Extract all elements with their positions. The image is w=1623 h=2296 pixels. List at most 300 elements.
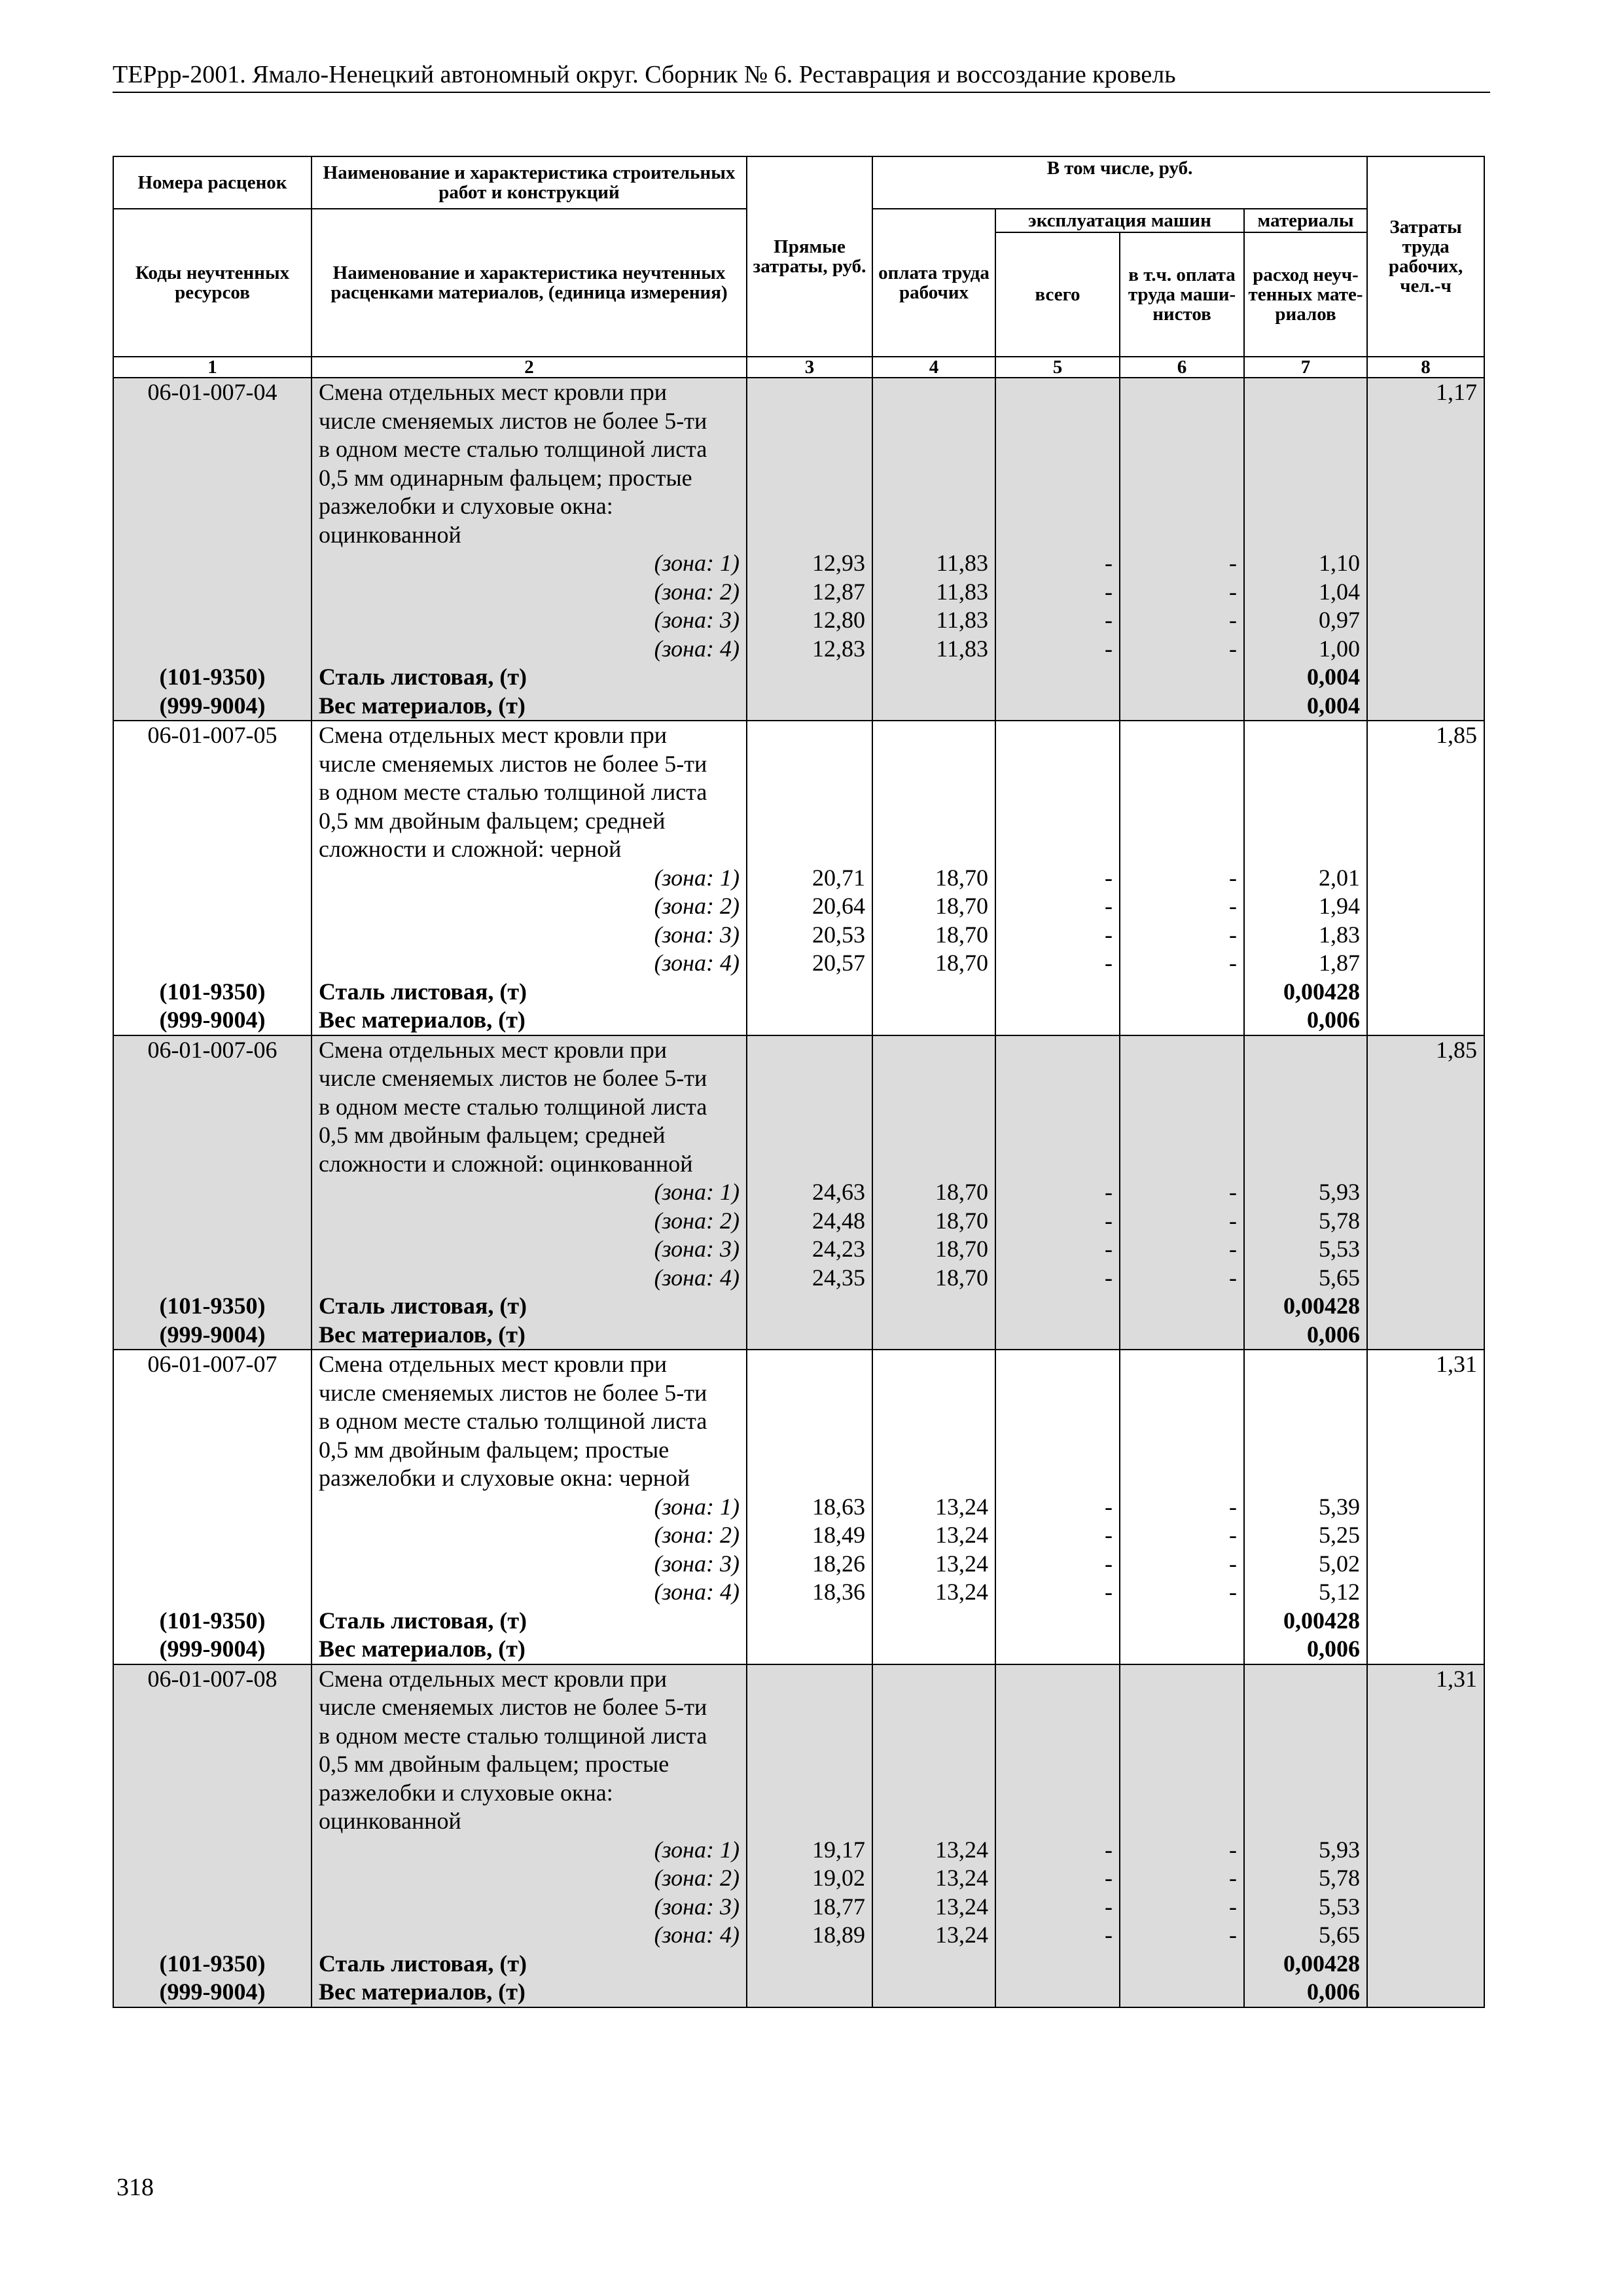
table-cell [747, 1150, 872, 1179]
table-cell [1120, 1407, 1244, 1436]
rate-description-row [113, 378, 1484, 407]
table-cell [1120, 1121, 1244, 1150]
column-number: 2 [312, 357, 747, 378]
zone-row [113, 606, 1484, 635]
table-cell [747, 1978, 872, 2007]
table-cell [995, 1292, 1120, 1321]
resource-code: (101-9350) [113, 978, 312, 1007]
resource-row [113, 1950, 1484, 1979]
machine-wages-value: - [1120, 1493, 1244, 1522]
table-cell [1367, 1006, 1484, 1035]
zone-label: (зона: 3) [312, 1550, 747, 1579]
column-number: 7 [1244, 357, 1367, 378]
machines-value: - [995, 1578, 1120, 1607]
table-cell [113, 492, 312, 521]
table-cell [1244, 1436, 1367, 1465]
rate-description-line: разжелобки и слуховые окна: [312, 492, 747, 521]
resource-row [113, 1635, 1484, 1664]
resource-code: (999-9004) [113, 1635, 312, 1664]
wages-value: 18,70 [872, 864, 995, 893]
table-cell [872, 663, 995, 692]
table-cell [1120, 1292, 1244, 1321]
table-cell [113, 778, 312, 807]
rate-description-line: числе сменяемых листов не более 5-ти [312, 1693, 747, 1722]
rate-description-line: числе сменяемых листов не более 5-ти [312, 1064, 747, 1093]
rate-code: 06-01-007-04 [113, 378, 312, 407]
table-cell [1367, 635, 1484, 664]
table-cell [747, 1093, 872, 1122]
table-cell [995, 1807, 1120, 1836]
table-cell [1367, 1722, 1484, 1751]
table-cell [747, 1722, 872, 1751]
resource-name: Вес материалов, (т) [312, 1978, 747, 2007]
table-cell [1120, 1321, 1244, 1350]
table-cell [1120, 835, 1244, 864]
direct-cost: 24,23 [747, 1235, 872, 1264]
machine-ops-header: эксплуатация машин [995, 209, 1244, 232]
table-cell [1367, 1807, 1484, 1836]
table-cell [747, 692, 872, 721]
rate-description-row [113, 1121, 1484, 1150]
rate-description-row [113, 1035, 1484, 1065]
zone-row [113, 1178, 1484, 1207]
table-cell [113, 1722, 312, 1751]
page-number: 318 [116, 2174, 154, 2201]
table-cell [872, 1379, 995, 1408]
table-cell [1244, 1064, 1367, 1093]
table-cell [872, 1607, 995, 1636]
rate-description-row [113, 1664, 1484, 1694]
resource-row [113, 1607, 1484, 1636]
table-cell [872, 1807, 995, 1836]
machine-wages-value: - [1120, 1864, 1244, 1893]
table-cell [1244, 750, 1367, 779]
table-cell [1244, 1121, 1367, 1150]
table-cell [872, 1664, 995, 1694]
table-cell [995, 1779, 1120, 1808]
table-cell [872, 1635, 995, 1664]
table-cell [995, 778, 1120, 807]
rate-description-line: разжелобки и слуховые окна: [312, 1779, 747, 1808]
table-cell [872, 807, 995, 836]
table-cell [1367, 1921, 1484, 1950]
rate-description-row [113, 1807, 1484, 1836]
resource-code: (101-9350) [113, 1607, 312, 1636]
rate-description-line: 0,5 мм одинарным фальцем; простые [312, 464, 747, 493]
table-cell [1120, 1093, 1244, 1122]
rates-body [113, 378, 1484, 2007]
table-cell [1120, 1978, 1244, 2007]
resource-usage: 0,00428 [1244, 1607, 1367, 1636]
table-cell [1244, 1664, 1367, 1694]
table-cell [1120, 1779, 1244, 1808]
table-cell [1244, 407, 1367, 436]
zone-row [113, 1493, 1484, 1522]
machines-value: - [995, 1207, 1120, 1236]
table-cell [747, 1464, 872, 1493]
table-cell [747, 750, 872, 779]
machines-value: - [995, 606, 1120, 635]
table-cell [747, 1121, 872, 1150]
table-cell [1120, 778, 1244, 807]
table-cell [995, 492, 1120, 521]
zone-label: (зона: 4) [312, 1921, 747, 1950]
table-cell [747, 1607, 872, 1636]
table-cell [1367, 1436, 1484, 1465]
rate-description-line: Смена отдельных мест кровли при [312, 721, 747, 750]
table-header [113, 156, 1484, 378]
table-cell [1120, 1693, 1244, 1722]
table-cell [1120, 663, 1244, 692]
resource-code: (101-9350) [113, 663, 312, 692]
materials-value: 1,87 [1244, 949, 1367, 978]
table-cell [872, 1093, 995, 1122]
table-cell [995, 1407, 1120, 1436]
table-cell [1367, 1750, 1484, 1779]
zone-label: (зона: 1) [312, 1178, 747, 1207]
table-cell [113, 606, 312, 635]
table-cell [995, 663, 1120, 692]
column-number: 3 [747, 357, 872, 378]
table-cell [1244, 1722, 1367, 1751]
table-cell [872, 692, 995, 721]
rate-description-row [113, 1093, 1484, 1122]
machines-value: - [995, 1864, 1120, 1893]
table-cell [1244, 835, 1367, 864]
rate-description-row [113, 1436, 1484, 1465]
rate-description-row [113, 521, 1484, 550]
wages-value: 13,24 [872, 1921, 995, 1950]
table-cell [113, 750, 312, 779]
rate-description-line: в одном месте сталью толщиной листа [312, 1407, 747, 1436]
table-cell [995, 1321, 1120, 1350]
table-cell [747, 835, 872, 864]
machine-wages-value: - [1120, 1264, 1244, 1293]
table-cell [113, 1779, 312, 1808]
table-cell [1367, 949, 1484, 978]
table-cell [1244, 1807, 1367, 1836]
table-cell [1244, 1407, 1367, 1436]
direct-cost: 18,77 [747, 1893, 872, 1922]
table-cell [995, 1464, 1120, 1493]
machines-value: - [995, 1893, 1120, 1922]
rate-description-line: числе сменяемых листов не более 5-ти [312, 407, 747, 436]
resource-usage: 0,00428 [1244, 1950, 1367, 1979]
machine-wages-value: - [1120, 864, 1244, 893]
wages-value: 18,70 [872, 949, 995, 978]
zone-row [113, 1864, 1484, 1893]
labor-value: 1,85 [1367, 1035, 1484, 1065]
resource-name: Вес материалов, (т) [312, 1321, 747, 1350]
page-header: ТЕРрр-2001. Ямало-Ненецкий автономный округ. Сборник № 6. Реставрация и воссоздание кровель [113, 60, 1490, 93]
table-cell [995, 835, 1120, 864]
table-cell [1244, 378, 1367, 407]
table-cell [113, 1064, 312, 1093]
table-cell [113, 921, 312, 950]
machine-wages-value: - [1120, 1921, 1244, 1950]
table-cell [872, 435, 995, 464]
direct-cost: 18,26 [747, 1550, 872, 1579]
table-cell [1367, 1064, 1484, 1093]
materials-value: 5,65 [1244, 1264, 1367, 1293]
table-cell [995, 378, 1120, 407]
materials-value: 1,00 [1244, 635, 1367, 664]
machines-value: - [995, 549, 1120, 578]
material-names-header: Наименование и характеристика неучтенных расценками материалов, (единица измерения) [312, 209, 747, 357]
zone-row [113, 921, 1484, 950]
zone-row [113, 549, 1484, 578]
wages-value: 11,83 [872, 549, 995, 578]
zone-label: (зона: 2) [312, 1521, 747, 1550]
resource-name: Вес материалов, (т) [312, 692, 747, 721]
machine-wages-value: - [1120, 921, 1244, 950]
table-cell [113, 1235, 312, 1264]
wages-header: оплата труда рабочих [872, 209, 995, 357]
rate-description-line: Смена отдельных мест кровли при [312, 1664, 747, 1694]
rate-description-line: Смена отдельных мест кровли при [312, 1035, 747, 1065]
rate-numbers-header: Номера расценок [113, 156, 312, 209]
labor-value: 1,17 [1367, 378, 1484, 407]
table-cell [747, 978, 872, 1007]
table-cell [995, 807, 1120, 836]
table-cell [995, 1006, 1120, 1035]
table-cell [872, 1950, 995, 1979]
column-number: 8 [1367, 357, 1484, 378]
resource-code: (999-9004) [113, 1321, 312, 1350]
labor-value: 1,31 [1367, 1350, 1484, 1379]
wages-value: 13,24 [872, 1864, 995, 1893]
table-cell [113, 949, 312, 978]
zone-row [113, 1893, 1484, 1922]
table-cell [747, 1035, 872, 1065]
table-cell [872, 721, 995, 750]
rate-description-row [113, 721, 1484, 750]
table-cell [872, 1436, 995, 1465]
table-cell [113, 1693, 312, 1722]
rate-description-row [113, 492, 1484, 521]
machines-value: - [995, 1493, 1120, 1522]
rate-description-line: числе сменяемых листов не более 5-ти [312, 1379, 747, 1408]
rate-description-row [113, 407, 1484, 436]
column-number: 5 [995, 357, 1120, 378]
zone-label: (зона: 3) [312, 606, 747, 635]
machines-value: - [995, 578, 1120, 607]
rate-description-row [113, 807, 1484, 836]
rate-description-row [113, 1750, 1484, 1779]
table-cell [1367, 750, 1484, 779]
materials-value: 2,01 [1244, 864, 1367, 893]
table-cell [1120, 1350, 1244, 1379]
table-cell [113, 1864, 312, 1893]
table-cell [1367, 921, 1484, 950]
machine-wages-value: - [1120, 1178, 1244, 1207]
table-cell [113, 435, 312, 464]
table-cell [1367, 1635, 1484, 1664]
table-cell [872, 1150, 995, 1179]
table-cell [1120, 1379, 1244, 1408]
table-cell [1120, 1064, 1244, 1093]
machines-value: - [995, 949, 1120, 978]
rate-code: 06-01-007-08 [113, 1664, 312, 1694]
machines-value: - [995, 864, 1120, 893]
table-cell [1367, 692, 1484, 721]
direct-cost: 20,53 [747, 921, 872, 950]
wages-value: 11,83 [872, 635, 995, 664]
machine-wages-header: в т.ч. оплата труда маши-нистов [1120, 232, 1244, 357]
table-cell [113, 864, 312, 893]
table-cell [113, 892, 312, 921]
table-cell [113, 1578, 312, 1607]
resource-name: Вес материалов, (т) [312, 1006, 747, 1035]
rate-description-line: Смена отдельных мест кровли при [312, 378, 747, 407]
machine-wages-value: - [1120, 1893, 1244, 1922]
wages-value: 13,24 [872, 1550, 995, 1579]
table-cell [747, 1693, 872, 1722]
table-cell [1367, 835, 1484, 864]
table-cell [995, 1607, 1120, 1636]
materials-value: 5,78 [1244, 1864, 1367, 1893]
table-cell [872, 1693, 995, 1722]
table-cell [113, 1521, 312, 1550]
resource-name: Вес материалов, (т) [312, 1635, 747, 1664]
table-cell [872, 1321, 995, 1350]
table-cell [1120, 464, 1244, 493]
table-cell [747, 721, 872, 750]
machine-wages-value: - [1120, 1521, 1244, 1550]
table-cell [1120, 1006, 1244, 1035]
table-cell [1367, 1578, 1484, 1607]
table-cell [872, 1292, 995, 1321]
table-cell [1244, 1035, 1367, 1065]
table-cell [995, 407, 1120, 436]
table-cell [872, 1006, 995, 1035]
table-cell [747, 1750, 872, 1779]
wages-value: 11,83 [872, 578, 995, 607]
rate-description-row [113, 1779, 1484, 1808]
resource-row [113, 663, 1484, 692]
table-cell [113, 1207, 312, 1236]
table-cell [113, 1750, 312, 1779]
table-cell [1244, 521, 1367, 550]
table-cell [1367, 464, 1484, 493]
wages-value: 18,70 [872, 1264, 995, 1293]
table-cell [747, 435, 872, 464]
direct-cost: 18,36 [747, 1578, 872, 1607]
table-cell [872, 750, 995, 779]
table-cell [995, 1978, 1120, 2007]
table-cell [1367, 1607, 1484, 1636]
wages-value: 18,70 [872, 892, 995, 921]
table-cell [113, 1464, 312, 1493]
table-cell [1120, 492, 1244, 521]
rate-description-line: разжелобки и слуховые окна: черной [312, 1464, 747, 1493]
resource-row [113, 1006, 1484, 1035]
rate-description-row [113, 778, 1484, 807]
table-cell [747, 1064, 872, 1093]
resource-code: (999-9004) [113, 692, 312, 721]
materials-value: 1,94 [1244, 892, 1367, 921]
table-cell [747, 1779, 872, 1808]
zone-row [113, 1235, 1484, 1264]
rate-description-line: оцинкованной [312, 521, 747, 550]
table-cell [1244, 778, 1367, 807]
table-cell [113, 1379, 312, 1408]
table-cell [995, 435, 1120, 464]
table-cell [113, 807, 312, 836]
machine-total-header: всего [995, 232, 1120, 357]
rate-description-line: сложности и сложной: оцинкованной [312, 1150, 747, 1179]
including-header: В том числе, руб. [872, 156, 1367, 209]
direct-cost: 24,63 [747, 1178, 872, 1207]
rate-description-row [113, 835, 1484, 864]
resource-row [113, 1292, 1484, 1321]
table-cell [1367, 1150, 1484, 1179]
wages-value: 13,24 [872, 1578, 995, 1607]
zone-label: (зона: 4) [312, 1264, 747, 1293]
table-cell [747, 378, 872, 407]
table-cell [995, 1379, 1120, 1408]
resource-row [113, 1978, 1484, 2007]
table-cell [872, 1464, 995, 1493]
zone-label: (зона: 1) [312, 1836, 747, 1865]
rate-description-row [113, 1064, 1484, 1093]
table-cell [1244, 721, 1367, 750]
materials-value: 5,39 [1244, 1493, 1367, 1522]
rates-table [113, 156, 1485, 2008]
table-cell [113, 1836, 312, 1865]
table-cell [113, 464, 312, 493]
zone-label: (зона: 2) [312, 892, 747, 921]
resource-usage: 0,006 [1244, 1978, 1367, 2007]
table-cell [1120, 1436, 1244, 1465]
table-cell [1367, 807, 1484, 836]
table-cell [872, 1350, 995, 1379]
table-cell [1367, 1493, 1484, 1522]
zone-row [113, 1836, 1484, 1865]
table-cell [1244, 807, 1367, 836]
table-cell [872, 492, 995, 521]
zone-row [113, 578, 1484, 607]
table-cell [1120, 1635, 1244, 1664]
materials-value: 5,93 [1244, 1178, 1367, 1207]
direct-cost: 24,35 [747, 1264, 872, 1293]
materials-value: 5,93 [1244, 1836, 1367, 1865]
table-cell [747, 1292, 872, 1321]
column-numbers-row [113, 357, 1484, 378]
machine-wages-value: - [1120, 1207, 1244, 1236]
table-cell [113, 835, 312, 864]
work-name-header: Наименование и характеристика строительных работ и конструкций [312, 156, 747, 209]
table-cell [1367, 663, 1484, 692]
machine-wages-value: - [1120, 1836, 1244, 1865]
table-cell [1120, 521, 1244, 550]
rate-description-line: 0,5 мм двойным фальцем; простые [312, 1750, 747, 1779]
direct-costs-header: Прямые затраты, руб. [747, 156, 872, 357]
table-cell [1244, 1779, 1367, 1808]
table-cell [1367, 1093, 1484, 1122]
resource-name: Сталь листовая, (т) [312, 1292, 747, 1321]
zone-row [113, 1521, 1484, 1550]
table-cell [872, 464, 995, 493]
table-cell [1120, 407, 1244, 436]
resource-code: (101-9350) [113, 1950, 312, 1979]
resource-name: Сталь листовая, (т) [312, 1950, 747, 1979]
wages-value: 13,24 [872, 1836, 995, 1865]
table-cell [995, 521, 1120, 550]
materials-value: 1,10 [1244, 549, 1367, 578]
table-cell [872, 1978, 995, 2007]
table-cell [1367, 1779, 1484, 1808]
